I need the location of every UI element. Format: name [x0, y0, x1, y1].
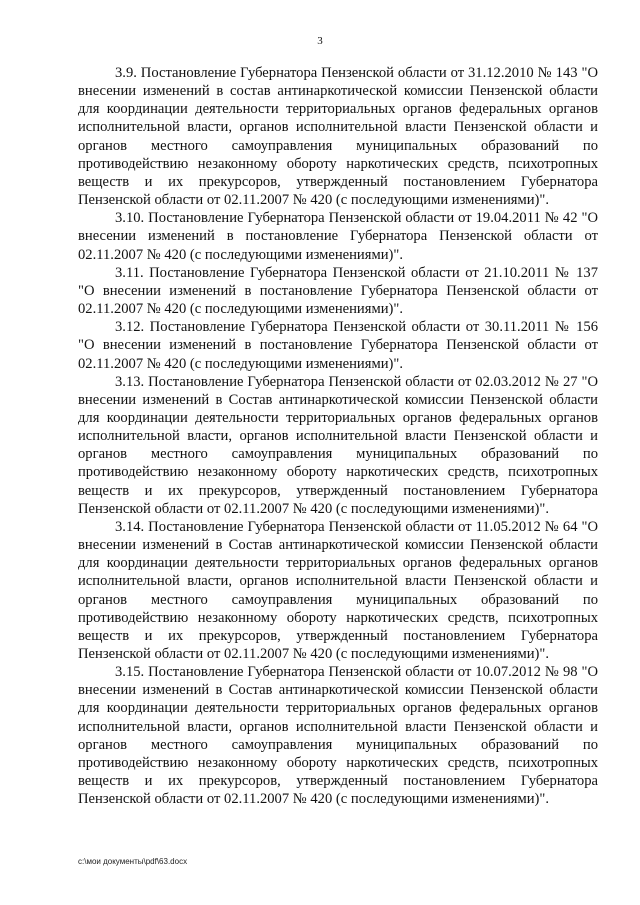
page-number: 3	[317, 35, 323, 47]
paragraph-3-13: 3.13. Постановление Губернатора Пензенской области от 02.03.2012 № 27 "О внесении изменений в Состав антинаркотической комиссии Пензенской области для координации деятельности территориальных органов федеральных органов исполнительной власти, органов исполнительной власти Пензенской области и органов местного самоуправления муниципальных образований по противодействию незаконному обороту наркотических средств, психотропных веществ и их прекурсоров, утвержденный постановлением Губернатора Пензенской области от 02.11.2007 № 420 (с последующими изменениями)".	[78, 373, 598, 517]
footer-file-path: c:\мои документы\pdf\63.docx	[78, 857, 188, 866]
paragraph-3-9: 3.9. Постановление Губернатора Пензенской области от 31.12.2010 № 143 "О внесении изменений в состав антинаркотической комиссии Пензенской области для координации деятельности территориальных органов федеральных органов исполнительной власти, органов исполнительной власти Пензенской области и органов местного самоуправления муниципальных образований по противодействию незаконному обороту наркотических средств, психотропных веществ и их прекурсоров, утвержденный постановлением Губернатора Пензенской области от 02.11.2007 № 420 (с последующими изменениями)".	[78, 65, 598, 209]
paragraph-3-12: 3.12. Постановление Губернатора Пензенской области от 30.11.2011 № 156 "О внесении изменений в постановление Губернатора Пензенской области от 02.11.2007 № 420 (с последующими изменениями)".	[78, 319, 598, 372]
paragraph-3-11: 3.11. Постановление Губернатора Пензенской области от 21.10.2011 № 137 "О внесении изменений в постановление Губернатора Пензенской области от 02.11.2007 № 420 (с последующими изменениями)".	[78, 264, 598, 318]
paragraph-3-14: 3.14. Постановление Губернатора Пензенской области от 11.05.2012 № 64 "О внесении изменений в Состав антинаркотической комиссии Пензенской области для координации деятельности территориальных органов федеральных органов исполнительной власти, органов исполнительной власти Пензенской области и органов местного самоуправления муниципальных образований по противодействию незаконному обороту наркотических средств, психотропных веществ и их прекурсоров, утвержденный постановлением Губернатора Пензенской области от 02.11.2007 № 420 (с последующими изменениями)".	[78, 518, 598, 662]
document-body	[78, 64, 598, 808]
paragraph-3-15: 3.15. Постановление Губернатора Пензенской области от 10.07.2012 № 98 "О внесении изменений в Состав антинаркотической комиссии Пензенской области для координации деятельности территориальных органов федеральных органов исполнительной власти, органов исполнительной власти Пензенской области и органов местного самоуправления муниципальных образований по противодействию незаконному обороту наркотических средств, психотропных веществ и их прекурсоров, утвержденный постановлением Губернатора Пензенской области от 02.11.2007 № 420 (с последующими изменениями)".	[78, 664, 598, 808]
paragraph-3-10: 3.10. Постановление Губернатора Пензенской области от 19.04.2011 № 42 "О внесении изменений в постановление Губернатора Пензенской области от 02.11.2007 № 420 (с последующими изменениями)".	[78, 210, 598, 263]
